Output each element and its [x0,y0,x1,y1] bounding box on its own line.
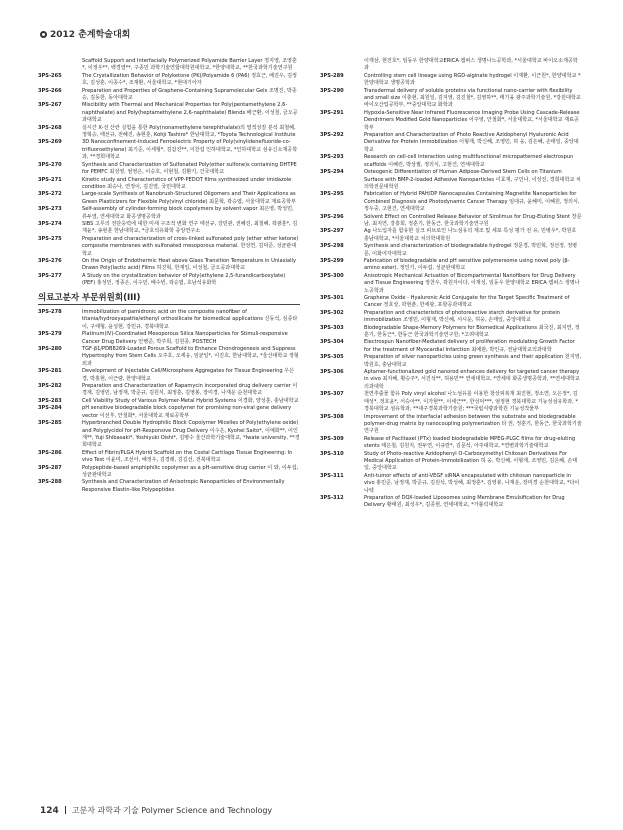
abstract-entry [38,331,300,346]
entry-code: 3PS-272 [38,191,62,198]
entry-text: Aptamer-functionalized gold nanorod enhances delivery for targeted cancer therapy in vivo 최지혜, 황승주*, 서진석**, 허용민** 연세대학교, *연세대 화공생명공학과, **연세대학교 의과대학 [364,369,580,390]
entry-text: Large-scale Synthesis of Nanobrush-Structured Oligomers and Their Applications as Green Plasticizers for Flexible Poly(vinyl chloride) 최문혁, 곽승엽, 서울대학교 재료공학부 [82,191,296,205]
entry-code: 3PS-311 [320,472,344,479]
entry-code: 3PS-269 [38,139,62,146]
entry-text: Biodegradable Shape-Memory Polymers for Biomedical Applications 최국진, 최지연, 정훈기, 한동근*, 한동근 한국과학기술연구원; *고려대학교 [364,324,580,339]
entry-text: Anisotropic Mechanical Actuation of Bicompartmental Nanofibers for Drug Delivery and Tissue Engineering 정찬우, 곽원자이다, 이재성, 임동우 한양대학교 ERICA 캠퍼스 생명나노공학과 [364,272,580,294]
entry-code: 3PS-291 [320,109,344,116]
abstract-entry [38,206,300,221]
entry-code [320,58,364,73]
page-number: 124 [40,806,59,816]
entry-text: Scaffold Support and Interfacially Polymerized Polyamide Barrier Layer 정지영, 조영훈*, 이정우**, 백경열**, 구종민 과학기술연합대학원대학교, *한양대학교, **한국과학기술연구원 [82,58,297,72]
abstract-entry [320,169,582,191]
entry-text: Hypoxia-Sensitive Near Infrared Fluorescence Imaging Probe Using Cascade-Release Dendrimers Modified Gold Nanoparticles 이주영, 안철화*, 서울대학교, *서울대학교 재료공학부 [364,109,580,131]
entry-code: 3PS-277 [38,272,62,279]
abstract-entry [320,495,582,510]
page-header [40,27,130,40]
abstract-entry [38,368,300,383]
entry-code: 3PS-308 [320,413,344,420]
left-entry-list-top [38,58,300,288]
entry-code: 3PS-312 [320,494,344,501]
entry-code: 3PS-278 [38,309,62,315]
abstract-entry [320,391,582,413]
entry-text: Fabrication of Hybrid PAH/DP Nanocapsules Containing Magnetite Nanoparticles for Combined Diagnosis and Photodynamic Cancer Therapy 임대규, 윤혜미, 이혜원, 정의식, 정우중, 고현건, 연세대학교 [364,191,580,213]
abstract-entry [38,346,300,368]
entry-text: Synthesis and Characterization of Sulfonated Poly(ether sulfone)s containing DHTPE for PEMFC 최성영, 엄영은, 이승호, 이현철, 김환기, 건국대학교 [82,161,297,176]
abstract-entry [38,191,300,206]
entry-text: Kinetic study and Characteristics of VPP-PEDOT films synthesized under imidazole condition 최승나, 연정이, 김진열, 국민대학교 [82,176,292,190]
entry-code: 3PS-296 [320,213,344,220]
entry-code: 3PS-266 [38,87,62,94]
abstract-entry [320,110,582,132]
abstract-entry [320,295,582,310]
entry-text: 3D Nanoconfinement-Induced Ferroelectric Property of Poly(vinylidenefluoride-co-trifluoroethylene) 최기준, 이세형*, 김갑진**, 이찬섭 인하대학교, *인하대학교 섬유신소재공학과, **경희대학교 [82,139,298,161]
abstract-entry [320,339,582,354]
journal-name: 고분자 과학과 기술 Polymer Science and Technology [71,806,273,815]
entry-text: Platinum(IV)-Coordinated Mesoporous Silica Nanoparticles for Stimuli-responsive Cancer Drug Delivery 안병준, 박주희, 김원종, POSTECH [82,331,288,345]
abstract-entry [38,450,300,465]
entry-code: 3PS-301 [320,295,344,301]
right-column [320,58,582,510]
entry-text: Solvent Effect on Controlled Release Behavior of Sirolimus for Drug-Eluting Stent 장문남, 최지연, 강흥희, 정훈기, 한동근, 한국과학기술연구원 [364,213,582,227]
abstract-entry [320,273,582,295]
abstract-entry [320,214,582,229]
entry-code: 3PS-267 [38,102,62,109]
right-entry-list [320,58,582,510]
entry-code: 3PS-282 [38,383,62,390]
abstract-entry [38,420,300,450]
abstract-entry [38,405,300,420]
entry-code: 3PS-281 [38,368,62,375]
entry-text: pH sensitive biodegradable block copolymer for promising non-viral gene delivery vector 이선후, 안철화*, 서울대학교 재료공학부 [82,405,292,419]
abstract-entry [320,243,582,258]
entry-code: 3PS-287 [38,464,62,471]
entry-code: 3PS-284 [38,405,62,412]
entry-text: A Study on the crystallization behavior of Poly(ethylene 2,5-furandicarboxylate) (PEF) 홍성민, 정종은, 이수민, 배수빈, 곽승엽, 호남석유화학 [82,272,286,287]
entry-code: 3PS-294 [320,169,344,176]
entry-text: Preparation and characterization of cross-linked sulfonated poly (ether ether ketone) composite membranes with sulfonated mesoporous material. 한성연, 김덕준, 성균관대학교 [82,235,299,257]
entry-text: Immobilization of pamidronic acid on the composite nanofiber of titania/hydroxyapatite/ethenyl orthosilicate for biomedical applications 신동석, 심종타이, 구태형, 윤성현, 강민규, 경북대학교 [82,309,298,330]
entry-code: 3PS-297 [320,228,344,235]
abstract-entry [38,479,300,494]
abstract-entry [38,73,300,88]
entry-text: Improvement of the interfacial adhesion between the substrate and biodegradable polymer-drug matrix by nanocoupling polymerization 타 권, 정훈기, 한동근, 한국과학기술연구원 [364,413,582,435]
abstract-entry [38,139,300,161]
entry-code: 3PS-305 [320,354,344,361]
abstract-entry [320,369,582,391]
entry-code: 3PS-306 [320,369,344,376]
entry-text: Research on cell-cell interaction using multifunctional micropatterned electrospun scaffolds 이혜린, 박상필, 정의식, 고현건, 연세대학교 [364,154,574,168]
abstract-entry [320,354,582,369]
entry-text: Synthesis and characterization of biodegradable hydrogel 정문경, 박민혁, 정선정, 정병문, 이화여자대학교 [364,243,578,257]
entry-text: On the Origin of Endothermic Heat above Glass Transition Temperature in Uniaxially Drawn Poly(lactic acid) Films 허진혁, 한재일, 이성철, 금오공과대학교 [82,257,296,272]
abstract-entry [38,102,300,124]
abstract-entry [38,236,300,258]
entry-code: 3PS-298 [320,243,344,250]
abstract-entry [38,258,300,273]
entry-code: 3PS-280 [38,346,62,353]
entry-text: Polypeptide-based amphiphilic copolymer as a pH-sensitive drug carrier 이 와, 이두섭, 성균관대학교 [82,464,299,478]
entry-text: Release of Paclitaxel (PTx) loaded biodegradable MPEG-PLGC films for drug-eluting stents 태은철, 김원지, 권두연, 이규란*, 김문석, 아주대학교, *연변과학기술대학교 [364,435,576,450]
abstract-entry [38,273,300,288]
left-entry-list-bottom [38,309,300,494]
entry-code: 3PS-307 [320,391,344,398]
entry-code: 3PS-275 [38,235,62,242]
entry-code: 3PS-310 [320,450,344,457]
abstract-entry [320,58,582,73]
entry-text: Preparation of DOX-loaded Liposomes using Membrane Emulsification for Drug Delivery 황태원, 최성우*, 김종현, 연세대학교, *가톨릭대학교 [364,494,565,509]
abstract-entry [38,465,300,480]
circle-bullet-icon [40,31,47,38]
entry-text: Fabrication of biodegradable and pH sensitive polymersome using novel poly (β-amino ester). 정인기, 이두섭, 성균관대학교 [364,257,570,272]
entry-text: Preparation of silver nanoparticles using green synthesis and their application 천지영, 박원호, 충남대학교 [364,354,582,368]
entry-text: Osteogenic Differentiation of Human Adipose-Derived Stem Cells on Titanium Surface with BMP-2-loaded Adhesive Nanoparticles 이효재, 구인나, 이상진, 경희대학교 치의학전문대학원 [364,169,581,190]
entry-text: Transdermal delivery of soluble proteins via functional nano-carrier with flexibility and small size 이충현, 최원일, 김지영, 김진철*, 김영하**, 태기융 광주과학기술원, *강원대학교 바이오산업공학부, **중앙대학교 화학과 [364,87,581,109]
entry-code: 3PS-286 [38,449,62,456]
entry-code: 3PS-303 [320,324,344,331]
entry-text: Preparation and characteristics of photoreactive starch derivative for protein immobilization 조영민, 이형재, 박신혜, 서시운, 허웅, 손태일, 중앙대학교 [364,309,560,324]
entry-text: Graphene Oxide - Hyaluronic Acid Conjugate for the Target Specific Treatment of Cancer 정호상, 곽현춘, 한세광, 포항공과대학교 [364,295,570,309]
entry-code: 3PS-268 [38,124,62,131]
header-title: 2012 춘계학술대회 [50,30,131,40]
section-title: 의료고분자 부문위원회(III) [38,295,300,305]
entry-text: Anti-tumor effects of anti-VEGF siRNA encapsulated with chitosan nanoparticle in vivo 홍민준, 남정재, 박준규, 김원석, 박성혜, 최정훈*, 김영봉, 나재운, 장미경 순천대학교, *다이나텍 [364,472,580,494]
abstract-entry [38,398,300,405]
entry-text: TGF-β1/PDB8269-Loaded Porous Scaffold to Enhance Chondrogenesis and Suppress Hypertrophy from Stem Cells 오주호, 오세웅, 임균일*, 이진호, 한남대학교, *울산대학교 정형외과 [82,346,299,367]
abstract-entry [320,310,582,325]
entry-text: 이재삼, 현진호*, 임동우 한양대학교ERICA 캠퍼스 생명나노공학과, *서울대학교 바이오소재공학과 [364,58,578,72]
abstract-entry [320,473,582,495]
entry-code: 3PS-288 [38,479,62,486]
abstract-entry [38,221,300,236]
abstract-entry [320,73,582,88]
footer-divider [65,806,66,814]
abstract-entry [320,451,582,473]
entry-code: 3PS-285 [38,420,62,427]
abstract-entry [320,228,582,243]
entry-code: 3PS-309 [320,435,344,442]
entry-code: 3PS-293 [320,154,344,161]
abstract-entry [38,162,300,177]
entry-text: Miscibility with Thermal and Mechanical Properties for Poly(pentamethylene 2,6-naphthalate) and Poly(heptamethylene 2,6-naphthalate) Blends 배근환, 이성철, 금오공과대학교 [82,102,298,124]
entry-code: 3PS-273 [38,206,62,213]
abstract-entry [320,88,582,110]
entry-text: Controlling stem cell lineage using RGD-alginate hydrogel 이재환, 이근원*, 한양대학교 *한양대학교 생명공학과 [364,72,581,87]
entry-code: 3PS-300 [320,272,344,279]
entry-code: 3PS-276 [38,257,62,264]
abstract-entry [320,154,582,169]
entry-text: Ag 나노입자를 함유한 실크 피브로인 나노섬유의 제조 및 세포 특성 평가 전 유, 민병우*, 박원호 충남대학교, *서울대학교 치의학대학원 [364,228,577,242]
entry-code: 3PS-304 [320,339,344,346]
entry-code: 3PS-299 [320,257,344,264]
abstract-entry [320,436,582,451]
abstract-entry [38,125,300,140]
page-footer [40,805,272,816]
entry-code [38,58,82,73]
entry-code: 3PS-290 [320,87,344,94]
entry-code: 3PS-283 [38,397,62,404]
entry-text: 실시간 X-선 산란 실험을 통한 Poly(nonamethylene terephthalate)의 열적성질 분석 최철혜, 정혁승, 태선규, 전혜진, 송현훈, Kohji Tashiro* 한남대학교, *Toyota Technological Institute [82,124,296,139]
abstract-entry [38,177,300,192]
abstract-entry [320,258,582,273]
entry-text: Preparation and Properties of Graphene-Containing Supramolecular Gels 조명진, 박종승, 김동한, 동아대학교 [82,87,297,102]
entry-text: Electrospun Nanofiber-Mediated delivery of proliferation modulating Growth Factor for the treatment of Myocardial Infarction 최예관, 박인규, 전남대학교의과대학 [364,339,575,353]
entry-text: Preparation and Characterization of Photo Reactive Azidophenyl Hyaluronic Acid Derivative for Protein Immobilization 이형재, 박신혜, 조영민, 허 웅, 김은혜, 손태일, 중앙대학교 [364,132,579,153]
abstract-entry [38,58,300,73]
entry-text: Study of Photo-reactive Azidophenyl O-Carboxymethyl Chitosan Derivatives For Medical Application of Protein-Immobilization 허 웅, 박신혜, 이형재, 조영민, 김은혜, 손태일, 중앙대학교 [364,450,578,472]
abstract-entry [320,132,582,154]
entry-code: 3PS-274 [38,220,62,227]
entry-code: 3PS-289 [320,72,344,79]
entry-text: Effect of Fibrin/PLGA Hybrid Scaffold on the Costal Cartilage Tissue Engineering: In vivo Test 이윤미, 조선아, 배정우, 김경래, 김길선, 전북대학교 [82,449,293,464]
entry-text: Synthesis and Characterization of Anisotropic Nanoparticles of Environmentally Responsive Elastin-like Polypeptides [82,479,285,493]
entry-text: The Crystallization Behavior of Polyketone (PK)/Polyamide 6 (PA6) 정효근, 배진우, 김정호, 김성훈, 이종수*, 조재환, 서울대학교, *현대기아자 [82,72,297,87]
entry-text: Self-assembly of cylinder-forming block copolymers by solvent vapor 최은영, 박성민, 류두열, 연세대학교 화공생명공학과 [82,206,294,220]
entry-code: 3PS-270 [38,161,62,168]
abstract-entry [320,191,582,213]
entry-text: SIBS 고무의 전단응력에 대한 미세 구조적 변화 연구 태선규, 강민관, 전혜진, 최철혜, 곽광훈*, 김재윤*, 송현훈 한남대학교, *금호석유화학 중앙연구소 [82,220,298,235]
entry-text: Development of Injectable Cell/Microsphere Aggregates for Tissue Engineering 우은경, 박홍현, 이근량, 한양대학교 [82,368,295,382]
entry-code: 3PS-271 [38,176,62,183]
entry-text: 천연추출물 함유 Poly vinyl alcohol 나노섬유를 이용한 창상피복재 최진현, 정소연, 오은정*, 김태성*, 정호윤*, 서승아**, 이가현**, 이세근**, 한성덕***, 엄정현 경북대학교 기능성섬유학과, *경북대학교 섬유학과, **대구경북과학기술원; ***국립식량과학원 기능성작물부 [364,391,578,413]
entry-code: 3PS-279 [38,331,62,338]
left-column [38,58,300,494]
entry-code: 3PS-295 [320,191,344,198]
abstract-entry [38,383,300,398]
abstract-entry [320,414,582,436]
entry-code: 3PS-265 [38,72,62,79]
abstract-entry [38,309,300,331]
entry-text: Cell Viability Study of Various Polymer-Metal Hybrid Systems 이경화, 양성훈, 충남대학교 [82,397,299,404]
abstract-entry [38,88,300,103]
entry-text: Preparation and Characterization of Rapamycin incorporated drug delivery carrier 이경재, 김영민, 남정재, 박준규, 김원식, 최정훈, 김영봉, 장미경, 나재운 순천대학교 [82,383,298,397]
entry-text: Hyperbranched Double Hydrophilic Block Copolymer Micelles of Poly(ethylene oxide) and Polyglycidol for pH-Responsive Drug Delivery 이수은, Kyohei Saito*, 이예화**, 이인재**, Yuji Shibasaki*, Yoshiyuki Oishi*, 김병수 울산과학기술대학교, *Iwate university, **경희대학교 [82,420,300,449]
entry-code: 3PS-302 [320,309,344,316]
entry-code: 3PS-292 [320,132,344,139]
abstract-entry [320,325,582,340]
